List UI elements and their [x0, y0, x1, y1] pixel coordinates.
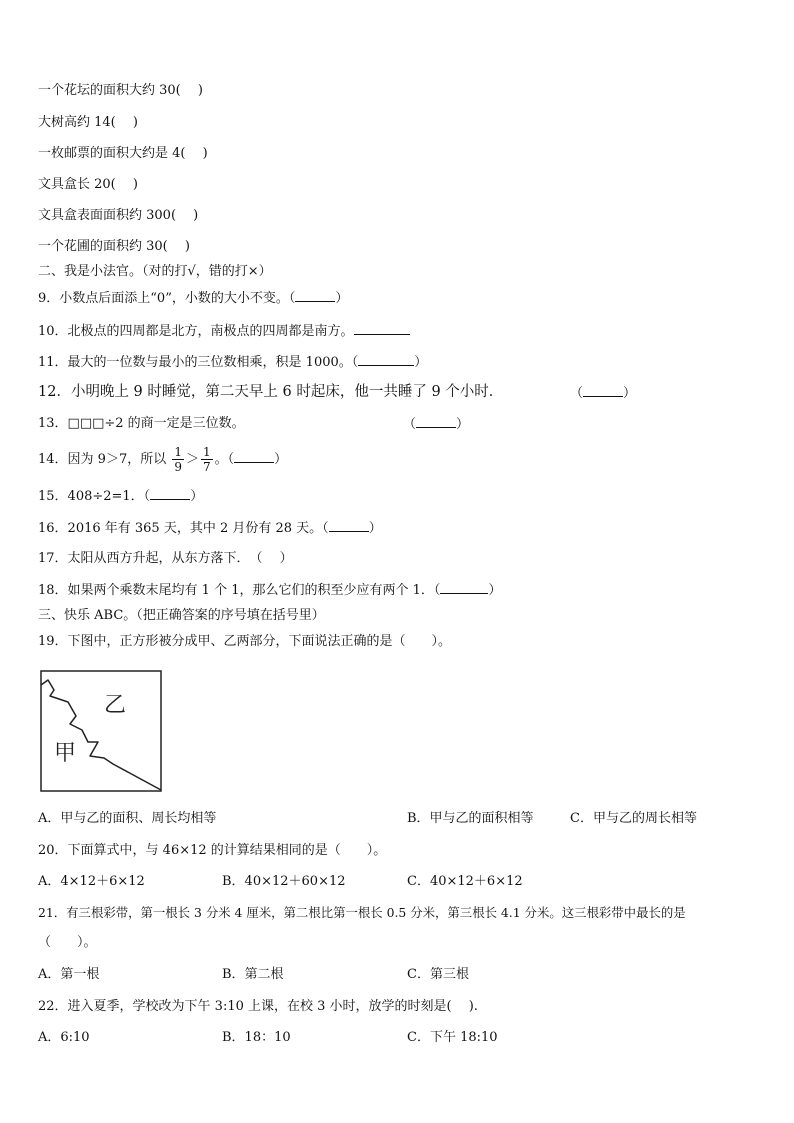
question-20: 20．下面算式中，与 46×12 的计算结果相同的是（ ）。 — [38, 843, 387, 858]
question-19: 19．下图中，正方形被分成甲、乙两部分，下面说法正确的是（ ）。 — [38, 634, 452, 649]
option-b[interactable]: B．40×12＋60×12 — [222, 874, 346, 889]
question-12-text: 12．小明晚上 9 时睡觉，第二天早上 6 时起床，他一共睡了 9 个小时． — [38, 384, 504, 400]
section3-title: 三、快乐 ABC。（把正确答案的序号填在括号里） — [38, 608, 325, 623]
paren-close: ） — [190, 489, 204, 504]
paren-close: ） — [368, 521, 382, 536]
question-21-paren: （ ）。 — [38, 935, 97, 950]
paren-close: ） — [623, 386, 637, 401]
paren-open: （ — [570, 386, 584, 401]
paren-close: ） — [456, 417, 470, 432]
unit-item-2: 大树高约 14( ) — [38, 115, 138, 130]
unit-item-3: 一枚邮票的面积大约是 4( ) — [38, 146, 208, 161]
paren-close: ） — [274, 452, 288, 467]
section2-title: 二、我是小法官。（对的打√，错的打×） — [38, 264, 272, 279]
answer-blank[interactable] — [416, 415, 456, 428]
option-a[interactable]: A．4×12＋6×12 — [38, 874, 145, 889]
question-17: 17．太阳从西方升起，从东方落下． （ ） — [38, 551, 293, 566]
answer-blank[interactable] — [150, 487, 190, 500]
unit-item-1: 一个花坛的面积大约 30( ) — [38, 83, 203, 98]
question-14-text: 14．因为 9＞7，所以 — [38, 452, 167, 467]
question-12-answer — [570, 384, 636, 403]
fraction-one-seventh: $\frac{1}{7}$ — [203, 445, 211, 474]
unit-item-6: 一个花圃的面积约 30( ) — [38, 239, 190, 254]
question-16 — [38, 519, 382, 538]
question-13-answer — [403, 415, 469, 434]
option-c[interactable]: C．40×12＋6×12 — [407, 874, 523, 889]
unit-item-4: 文具盒长 20( ) — [38, 177, 138, 192]
paren-close: ） — [335, 291, 349, 306]
option-a[interactable]: A．第一根 — [38, 967, 100, 982]
answer-blank[interactable] — [440, 581, 488, 594]
question-13 — [38, 415, 245, 433]
question-9-text: 9．小数点后面添上“0”，小数的大小不变。（ — [38, 291, 296, 306]
answer-blank[interactable] — [583, 384, 623, 397]
option-a[interactable]: A．6:10 — [38, 1030, 90, 1045]
answer-blank[interactable] — [354, 322, 410, 335]
question-21: 21．有三根彩带，第一根长 3 分米 4 厘米，第二根比第一根长 0.5 分米，第三根长 4.1 分米。这三根彩带中最长的是 — [38, 905, 686, 920]
option-b[interactable]: B．甲与乙的面积相等 — [407, 811, 534, 826]
question-22: 22．进入夏季，学校改为下午 3:10 上课，在校 3 小时，放学的时刻是( ). — [38, 999, 478, 1014]
option-b[interactable]: B．18：10 — [222, 1030, 291, 1045]
question-18-text: 18．如果两个乘数末尾均有 1 个 1，那么它们的积至少应有两个 1．（ — [38, 583, 441, 598]
question-15-text: 15．408÷2=1．（ — [38, 489, 151, 504]
question-16-text: 16．2016 年有 365 天，其中 2 月份有 28 天。（ — [38, 521, 329, 536]
option-a[interactable]: A．甲与乙的面积、周长均相等 — [38, 811, 217, 826]
option-c[interactable]: C．甲与乙的周长相等 — [570, 811, 697, 826]
question-11 — [38, 353, 427, 372]
question-18 — [38, 581, 501, 600]
answer-blank[interactable] — [234, 450, 274, 463]
question-10 — [38, 322, 410, 341]
fraction-one-ninth: $\frac{1}{9}$ — [174, 445, 182, 474]
question-11-text: 11．最大的一位数与最小的三位数相乘，积是 1000。（ — [38, 355, 359, 370]
option-c[interactable]: C．下午 18:10 — [407, 1030, 498, 1045]
answer-blank[interactable] — [358, 353, 414, 366]
answer-blank[interactable] — [295, 289, 335, 302]
question-9 — [38, 289, 348, 308]
option-c[interactable]: C．第三根 — [407, 967, 469, 982]
question-15 — [38, 487, 203, 506]
square-outline — [41, 671, 161, 791]
question-10-text: 10．北极点的四周都是北方，南极点的四周都是南方。 — [38, 324, 354, 339]
unit-item-5: 文具盒表面面积约 300( ) — [38, 208, 199, 223]
paren-close: ） — [488, 583, 502, 598]
question-12 — [38, 383, 503, 401]
paren-close: ） — [414, 355, 428, 370]
label-yi: 乙 — [104, 693, 127, 718]
answer-blank[interactable] — [329, 519, 369, 532]
label-jia: 甲 — [54, 741, 77, 766]
question-13-text: 13．□□□÷2 的商一定是三位数。 — [38, 416, 245, 431]
paren-open: （ — [403, 417, 417, 432]
option-b[interactable]: B．第二根 — [222, 967, 284, 982]
question-14: 14．因为 9＞7，所以 $\frac{1}{9}$ ＞ $\frac{1}{7}$ 。（ ） — [38, 445, 288, 474]
square-divided-figure — [40, 670, 162, 792]
